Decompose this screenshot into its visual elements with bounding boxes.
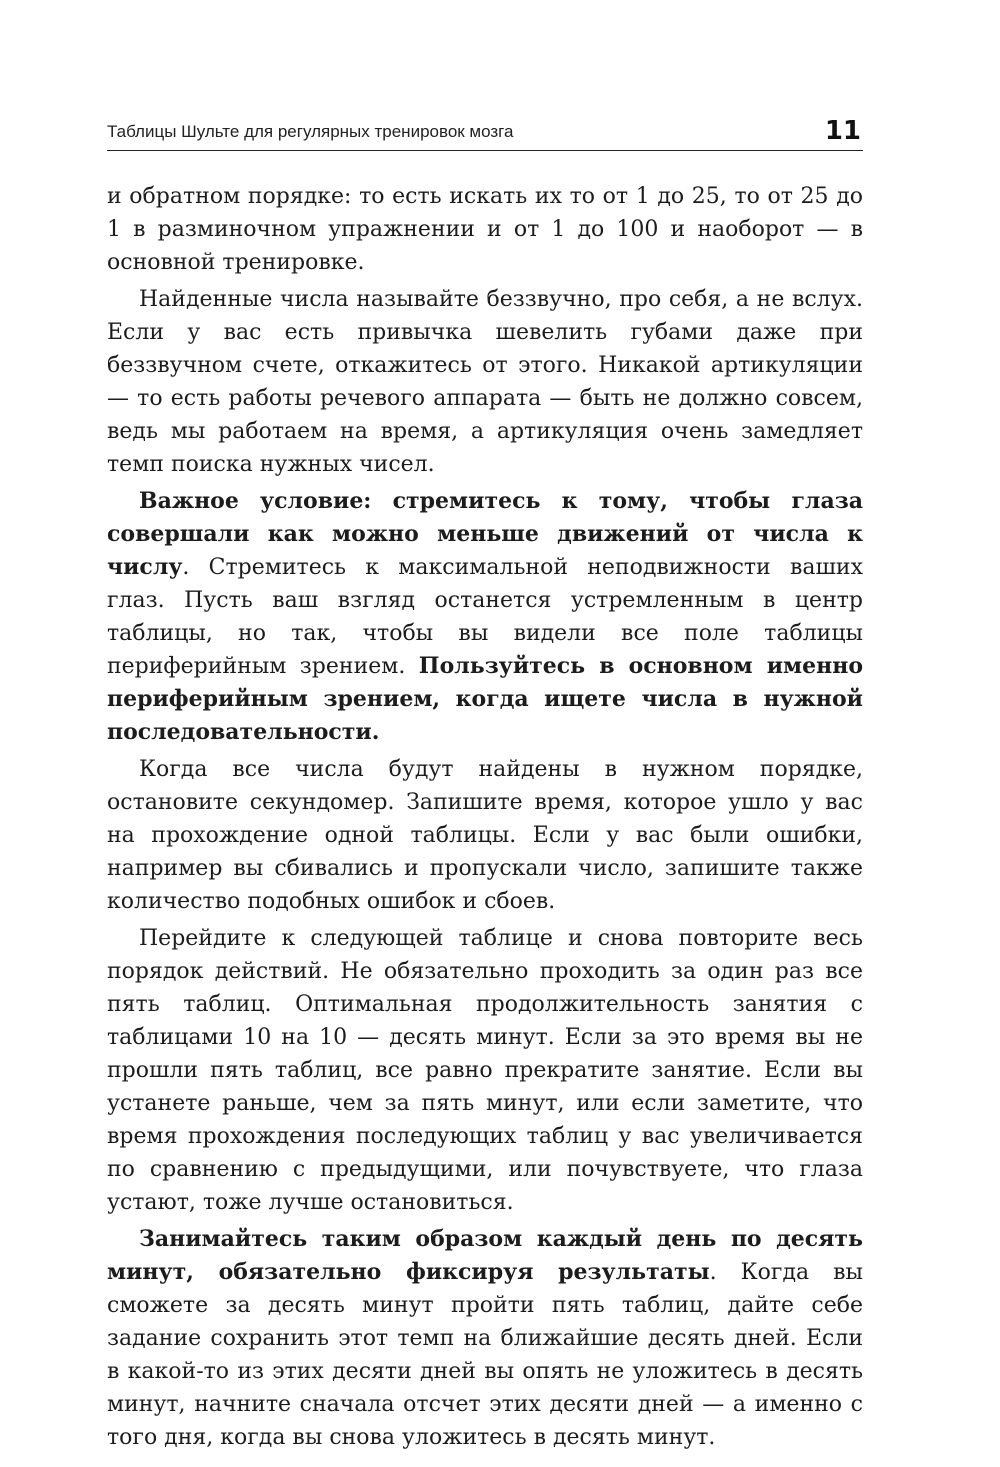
paragraph: [107, 180, 863, 279]
bold-text-run: Занимайтесь таким образом каждый день по десять минут, обязательно фиксируя результаты: [107, 1226, 863, 1285]
body-text: [107, 180, 863, 1458]
paragraph: [107, 1223, 863, 1454]
bold-text-run: Важное условие: стремитесь к тому, чтобы глаза совершали как можно меньше движений от числа к числу: [107, 488, 863, 580]
text-run: Найденные числа называйте беззвучно, про себя, а не вслух. Если у вас есть привычка шевелить губами даже при беззвучном счете, откажитесь от этого. Никакой артикуляции — то есть работы речевого аппарата — быть не должно совсем, ведь мы работаем на время, а артикуляция очень замедляет темп поиска нужных чисел.: [107, 287, 863, 477]
paragraph: [107, 283, 863, 481]
paragraph: [107, 922, 863, 1219]
paragraph: [107, 753, 863, 918]
text-run: . Когда вы сможете за десять минут пройти пять таблиц, дайте себе задание сохранить этот темп на ближайшие десять дней. Если в какой-то из этих десяти дней вы опять не уложитесь в десять минут, начните сначала отсчет этих десяти дней — а именно с того дня, когда вы снова уложитесь в десять минут.: [107, 1260, 864, 1450]
page-number: 11: [824, 116, 861, 146]
book-page: [107, 0, 863, 1467]
text-run: Когда все числа будут найдены в нужном порядке, остановите секундомер. Запишите время, которое ушло у вас на прохождение одной таблицы. Если у вас были ошибки, например вы сбивались и пропускали число, запишите также количество подобных ошибок и сбоев.: [107, 757, 863, 914]
text-run: Перейдите к следующей таблице и снова повторите весь порядок действий. Не обязательно проходить за один раз все пять таблиц. Оптимальная продолжительность занятия с таблицами 10 на 10 — десять минут. Если за это время вы не прошли пять таблиц, все равно прекратите занятие. Если вы устанете раньше, чем за пять минут, или если заметите, что время прохождения последующих таблиц у вас увеличивается по сравнению с предыдущими, или почувствуете, что глаза устают, тоже лучше остановиться.: [107, 926, 863, 1215]
paragraph: [107, 485, 863, 749]
running-header: [107, 110, 863, 151]
bold-text-run: Пользуйтесь в основном именно периферийным зрением, когда ищете числа в нужной последовательности.: [107, 653, 864, 745]
running-header-title: Таблицы Шульте для регулярных тренировок мозга: [107, 122, 514, 141]
text-run: . Стремитесь к максимальной неподвижности ваших глаз. Пусть ваш взгляд останется устремленным в центр таблицы, но так, чтобы вы видели все поле таблицы периферийным зрением.: [107, 555, 863, 679]
text-run: и обратном порядке: то есть искать их то от 1 до 25, то от 25 до 1 в разминочном упражнении и от 1 до 100 и наоборот — в основной тренировке.: [107, 184, 863, 275]
